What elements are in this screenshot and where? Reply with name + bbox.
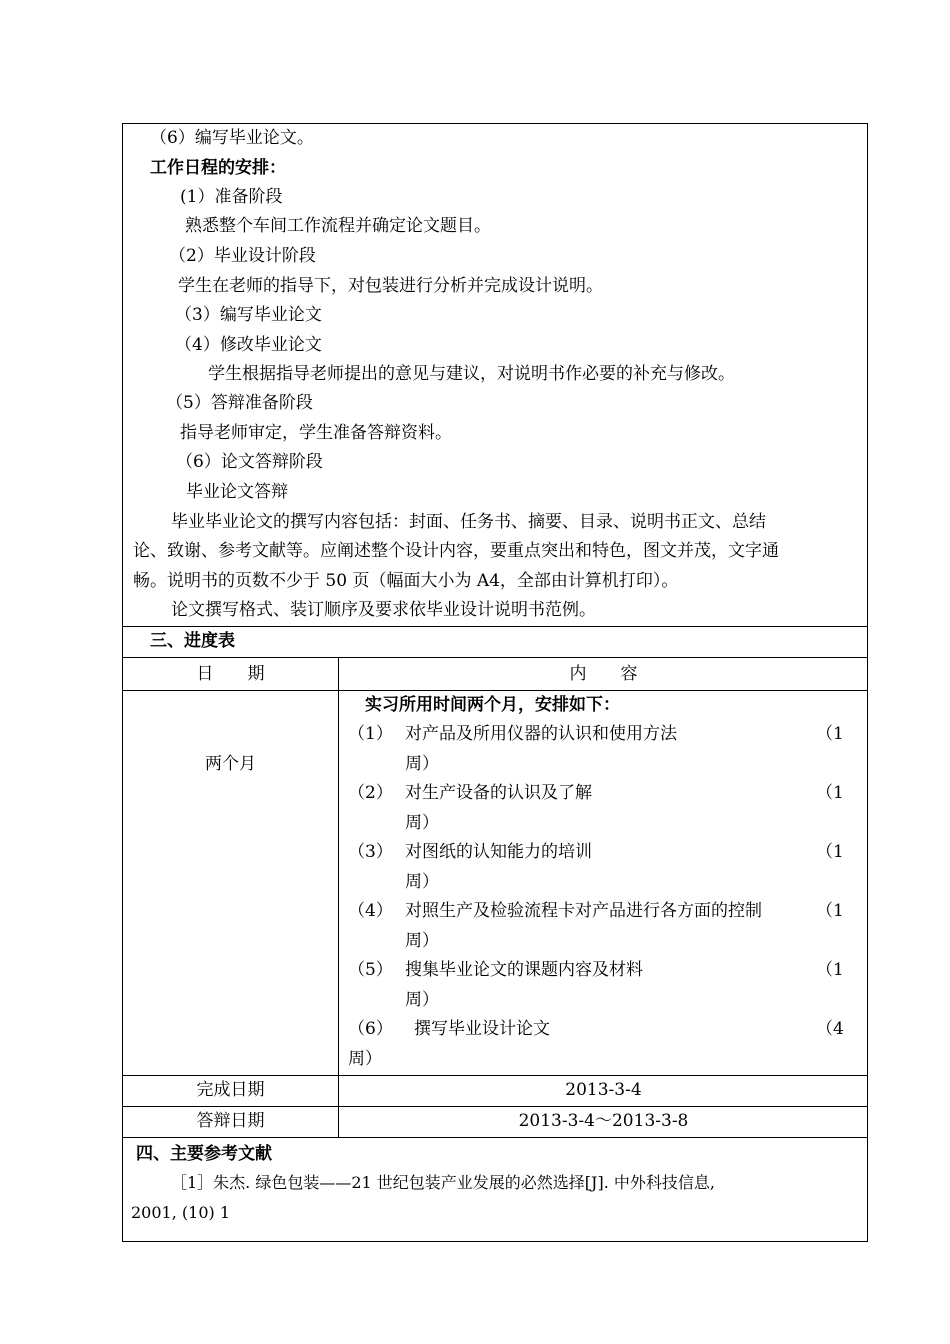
progress-item-duration: （4 <box>816 1019 844 1039</box>
stage-4-desc: 学生根据指导老师提出的意见与建议，对说明书作必要的补充与修改。 <box>208 364 735 384</box>
progress-item-duration-unit: 周） <box>405 872 439 892</box>
progress-item-text: 撰写毕业设计论文 <box>414 1019 550 1039</box>
progress-item-duration: （1 <box>816 783 844 803</box>
row-divider <box>122 690 868 691</box>
progress-item-num: （3） <box>348 842 393 862</box>
stage-2-desc: 学生在老师的指导下，对包装进行分析并完成设计说明。 <box>178 276 603 296</box>
reference-entry: ［1］朱杰. 绿色包装——21 世纪包装产业发展的必然选择[J]. 中外科技信息, <box>171 1173 715 1192</box>
progress-item-num: （6） <box>348 1019 393 1039</box>
row-divider <box>122 626 868 627</box>
progress-item-num: （2） <box>348 783 393 803</box>
progress-item-duration: （1 <box>816 724 844 744</box>
progress-item-num: （1） <box>348 724 393 744</box>
progress-item-duration: （1 <box>816 901 844 921</box>
references-heading: 四、主要参考文献 <box>136 1144 272 1164</box>
column-divider <box>338 657 339 1137</box>
progress-item-text: 对图纸的认知能力的培训 <box>405 842 592 862</box>
reference-entry-continuation: 2001, (10) 1 <box>131 1203 230 1222</box>
defense-date-value: 2013-3-4～2013-3-8 <box>518 1111 689 1131</box>
row-divider <box>122 1075 868 1076</box>
progress-item-num: （4） <box>348 901 393 921</box>
paragraph-line: 毕业毕业论文的撰写内容包括：封面、任务书、摘要、目录、说明书正文、总结 <box>171 512 766 532</box>
progress-item-duration-unit: 周） <box>405 990 439 1010</box>
stage-2-title: （2）毕业设计阶段 <box>169 246 316 266</box>
progress-item-text: 搜集毕业论文的课题内容及材料 <box>405 960 643 980</box>
stage-6-title: （6）论文答辩阶段 <box>176 452 323 472</box>
column-header-content: 内 容 <box>569 664 638 684</box>
completion-date-value: 2013-3-4 <box>565 1080 642 1100</box>
defense-date-label: 答辩日期 <box>196 1111 265 1131</box>
progress-item-duration: （1 <box>816 842 844 862</box>
stage-3-title: （3）编写毕业论文 <box>175 305 322 325</box>
progress-item-duration-unit: 周） <box>405 813 439 833</box>
progress-intro: 实习所用时间两个月，安排如下： <box>365 695 620 715</box>
row-divider <box>122 1106 868 1107</box>
progress-item-duration: （1 <box>816 960 844 980</box>
paragraph-line: 论、致谢、参考文献等。应阐述整个设计内容，要重点突出和特色，图文并茂，文字通 <box>133 541 779 561</box>
plan-item-6: （6）编写毕业论文。 <box>150 128 314 148</box>
progress-item-text: 对照生产及检验流程卡对产品进行各方面的控制 <box>405 901 762 921</box>
progress-item-duration-unit: 周） <box>405 754 439 774</box>
progress-item-duration-unit: 周） <box>348 1049 382 1069</box>
row-divider <box>122 657 868 658</box>
progress-item-num: （5） <box>348 960 393 980</box>
paragraph-line: 畅。说明书的页数不少于 50 页（幅面大小为 A4，全部由计算机打印）。 <box>133 571 679 591</box>
stage-5-title: （5）答辩准备阶段 <box>166 393 313 413</box>
stage-5-desc: 指导老师审定，学生准备答辩资料。 <box>180 423 452 443</box>
completion-date-label: 完成日期 <box>196 1080 265 1100</box>
progress-item-text: 对产品及所用仪器的认识和使用方法 <box>405 724 677 744</box>
stage-4-title: （4）修改毕业论文 <box>175 335 322 355</box>
progress-heading: 三、进度表 <box>150 631 235 651</box>
period-cell: 两个月 <box>205 754 256 774</box>
schedule-heading: 工作日程的安排： <box>150 158 286 178</box>
row-divider <box>122 1137 868 1138</box>
paragraph-format: 论文撰写格式、装订顺序及要求依毕业设计说明书范例。 <box>171 600 596 620</box>
stage-1-desc: 熟悉整个车间工作流程并确定论文题目。 <box>185 216 491 236</box>
progress-item-text: 对生产设备的认识及了解 <box>405 783 592 803</box>
progress-item-duration-unit: 周） <box>405 931 439 951</box>
stage-1-title: (1）准备阶段 <box>180 187 283 207</box>
column-header-date: 日 期 <box>196 664 265 684</box>
stage-6-desc: 毕业论文答辩 <box>186 482 288 502</box>
